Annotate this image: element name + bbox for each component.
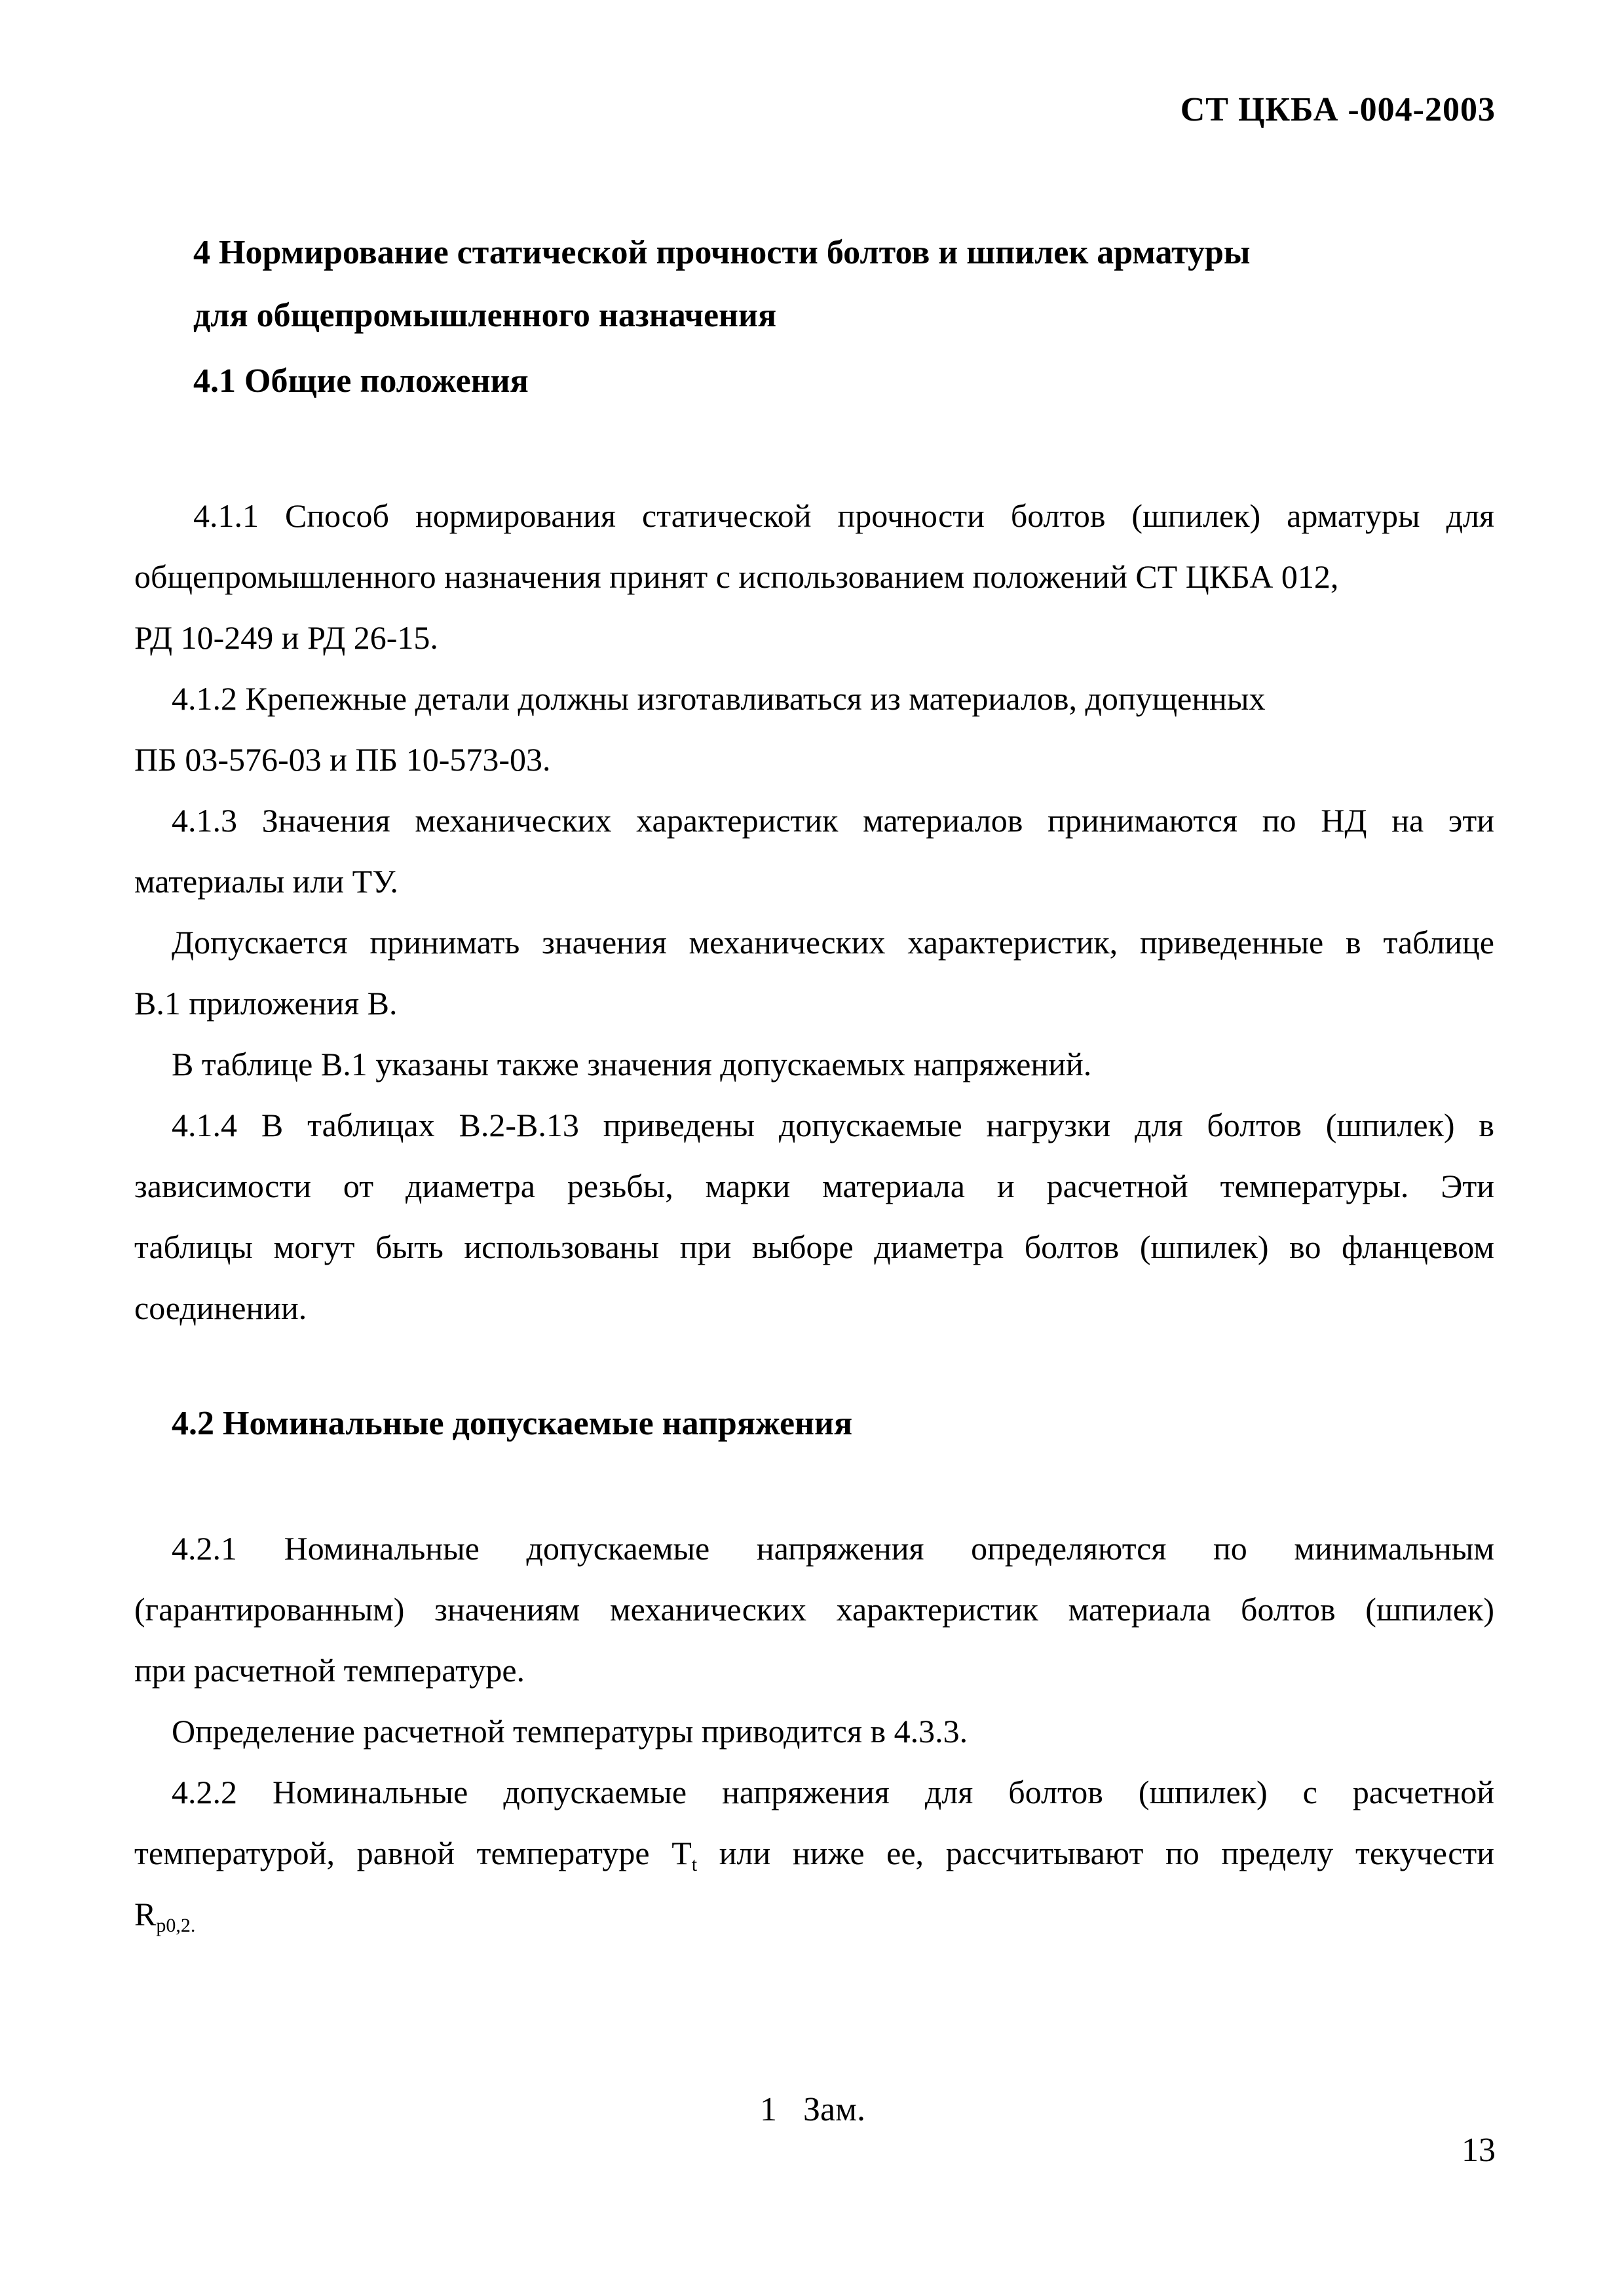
paragraph-4-2-2-line2: [134, 1833, 1494, 1873]
paragraph-table-b1: В таблице В.1 указаны также значения допускаемых напряжений.: [172, 1046, 1092, 1082]
paragraph-4-1-4-line2: зависимости от диаметра резьбы, марки материала и расчетной температуры. Эти: [134, 1168, 1494, 1204]
paragraph-allowed-line1: Допускается принимать значения механических характеристик, приведенные в таблице: [172, 924, 1494, 961]
page-number: 13: [1462, 2132, 1496, 2169]
paragraph-4-2-1-line2: (гарантированным) значениям механических характеристик материала болтов (шпилек): [134, 1591, 1494, 1628]
paragraph-4-1-1-line1: 4.1.1 Способ нормирования статической прочности болтов (шпилек) арматуры для: [193, 497, 1494, 534]
section-title-line2: для общепромышленного назначения: [193, 297, 777, 334]
paragraph-4-1-4-line3: таблицы могут быть использованы при выборе диаметра болтов (шпилек) во фланцевом: [134, 1229, 1494, 1265]
paragraph-temperature-definition: Определение расчетной температуры приводится в 4.3.3.: [172, 1713, 968, 1750]
paragraph-4-2-2-line1: 4.2.2 Номинальные допускаемые напряжения для болтов (шпилек) с расчетной: [172, 1774, 1494, 1810]
paragraph-4-1-2-line1: 4.1.2 Крепежные детали должны изготавливаться из материалов, допущенных: [172, 680, 1266, 717]
paragraph-allowed-line2: В.1 приложения В.: [134, 985, 398, 1022]
change-mark: [760, 2090, 865, 2129]
paragraph-4-1-4-line1: 4.1.4 В таблицах В.2-В.13 приведены допускаемые нагрузки для болтов (шпилек) в: [172, 1107, 1494, 1143]
change-label: Зам.: [803, 2091, 866, 2128]
paragraph-4-2-2-line2-part1: температурой, равной температуре T: [134, 1835, 692, 1871]
paragraph-4-1-3-line1: 4.1.3 Значения механических характеристик материалов принимаются по НД на эти: [172, 802, 1494, 839]
paragraph-4-1-3-line2: материалы или ТУ.: [134, 863, 398, 900]
change-number: 1: [760, 2091, 777, 2128]
paragraph-4-1-2-line2: ПБ 03-576-03 и ПБ 10-573-03.: [134, 741, 551, 778]
paragraph-4-1-4-line4: соединении.: [134, 1290, 307, 1326]
subsection-title-4-2: 4.2 Номинальные допускаемые напряжения: [172, 1405, 853, 1442]
symbol-r: R: [134, 1896, 157, 1932]
subscript-t: t: [691, 1854, 698, 1875]
paragraph-4-1-1-line2: общепромышленного назначения принят с использованием положений СТ ЦКБА 012,: [134, 558, 1339, 595]
subscript-p02: p0,2.: [156, 1915, 196, 1936]
paragraph-4-2-2-line2-part2: или ниже ее, рассчитывают по пределу текучести: [697, 1835, 1494, 1871]
section-title-line1: 4 Нормирование статической прочности болтов и шпилек арматуры: [193, 234, 1251, 271]
subsection-title-4-1: 4.1 Общие положения: [193, 362, 529, 400]
paragraph-4-2-1-line1: 4.2.1 Номинальные допускаемые напряжения определяются по минимальным: [172, 1530, 1494, 1567]
paragraph-4-1-1-line3: РД 10-249 и РД 26-15.: [134, 619, 438, 656]
paragraph-4-2-2-line3: [134, 1894, 1494, 1934]
document-code: СТ ЦКБА -004-2003: [1180, 91, 1496, 128]
paragraph-4-2-1-line3: при расчетной температуре.: [134, 1652, 525, 1689]
